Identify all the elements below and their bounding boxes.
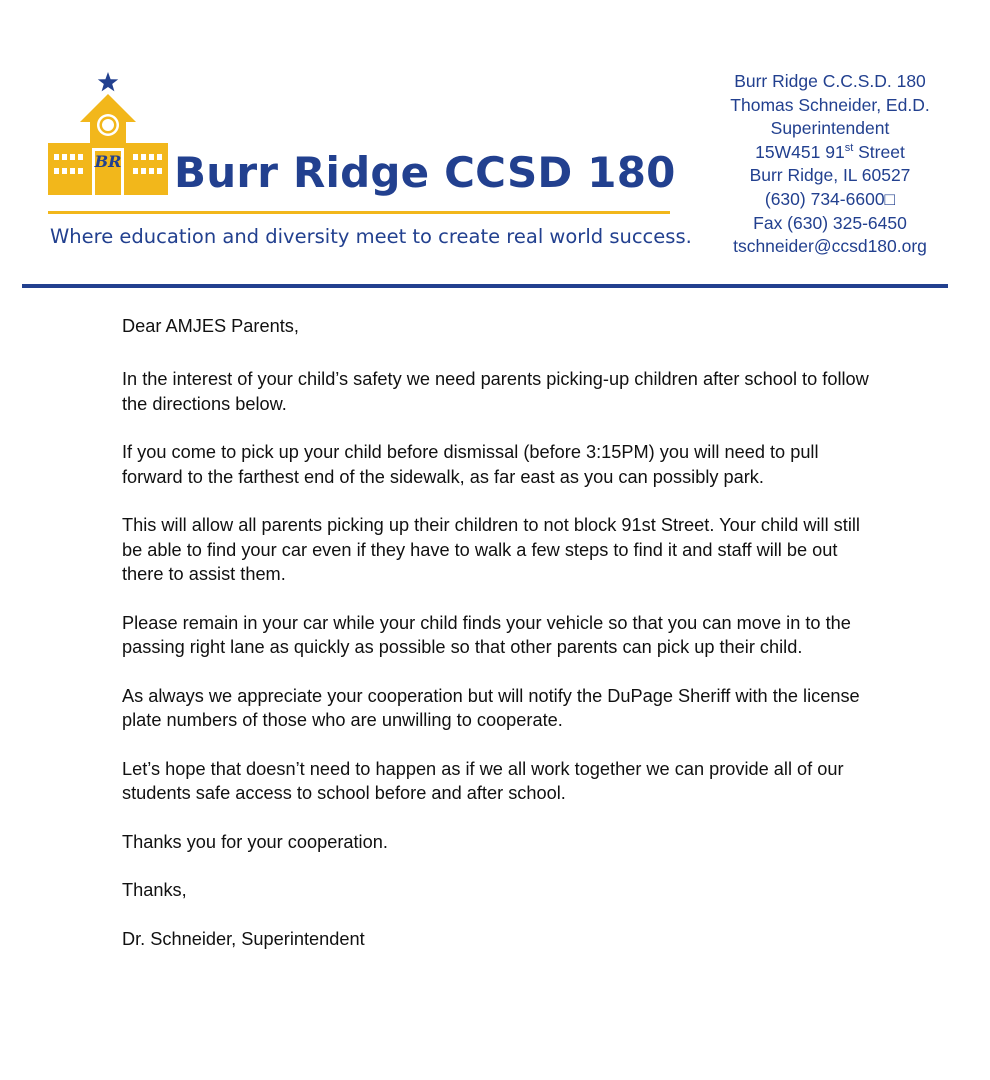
letter-paragraph: This will allow all parents picking up their children to not block 91st Street. Your child will still be able to find your car even if they have to walk a few steps to find it and staff will be out there to assist them.	[122, 515, 860, 585]
address-suffix: st	[844, 141, 854, 154]
address-street: Street	[853, 141, 905, 162]
brand-title: Burr Ridge CCSD 180	[174, 148, 676, 197]
contact-email: tschneider@ccsd180.org	[733, 236, 927, 257]
contact-phone: (630) 734-6600□	[764, 188, 896, 209]
header-divider	[22, 284, 948, 288]
letter-paragraph: If you come to pick up your child before dismissal (before 3:15PM) you will need to pull forward to the farthest end of the sidewalk, as far east as you can possibly park.	[122, 442, 819, 487]
contact-name: Thomas Schneider, Ed.D.	[730, 94, 930, 115]
brand-divider	[48, 211, 670, 214]
tagline: Where education and diversity meet to create real world success.	[50, 225, 692, 248]
contact-city: Burr Ridge, IL 60527	[749, 165, 911, 186]
address-number: 15W451 91	[755, 141, 845, 162]
letter-signature: Dr. Schneider, Superintendent	[122, 929, 365, 949]
letter-paragraph: Let’s hope that doesn’t need to happen as if we all work together we can provide all of our students safe access to school before and after school.	[122, 758, 844, 804]
school-logo	[44, 68, 170, 198]
contact-fax: Fax (630) 325-6450	[753, 212, 907, 233]
star-icon	[98, 72, 118, 91]
letter-paragraph: Thanks you for your cooperation.	[122, 831, 388, 852]
contact-block	[715, 70, 945, 259]
letter-closing: Thanks,	[122, 880, 187, 901]
letter-paragraph: As always we appreciate your cooperation but will notify the DuPage Sheriff with the license plate numbers of those who are unwilling to cooperate.	[122, 685, 860, 731]
contact-address	[715, 141, 945, 165]
contact-district: Burr Ridge C.C.S.D. 180	[734, 71, 926, 91]
logo-monogram: BR	[94, 152, 122, 171]
letter-body	[122, 314, 882, 976]
letter-paragraph: In the interest of your child’s safety we need parents picking-up children after school to follow the directions below.	[122, 369, 869, 414]
contact-title: Superintendent	[770, 118, 890, 139]
letter-paragraph: Please remain in your car while your child finds your vehicle so that you can move in to the passing right lane as quickly as possible so that other parents can pick up their child.	[122, 612, 851, 658]
letter-greeting: Dear AMJES Parents,	[122, 316, 299, 336]
